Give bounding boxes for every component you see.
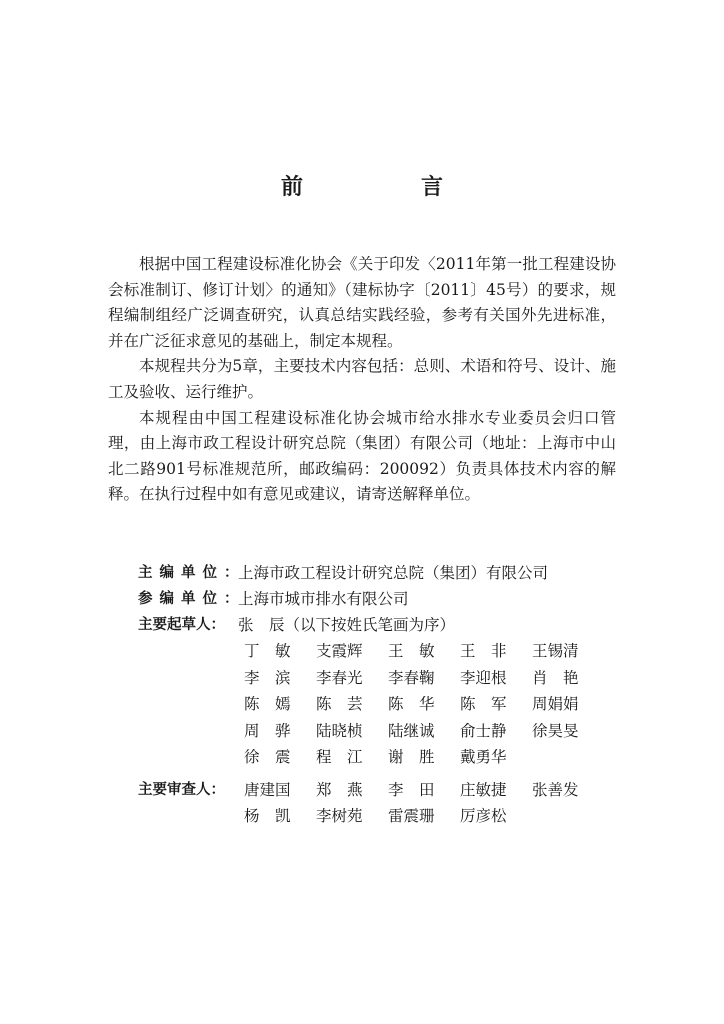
drafter-name: 王 非 [460,642,507,660]
drafter-name: 陈 军 [460,695,507,713]
drafters-row-2 [244,665,618,692]
chief-unit-value: 上海市政工程设计研究总院（集团）有限公司 [238,564,549,582]
paragraph-1: 根据中国工程建设标准化协会《关于印发〈2011年第一批工程建设协会标准制订、修订计划〉的通知》（建标协字〔2011〕45号）的要求，规程编制组经广泛调查研究，认真总结实践经验，参考有关国外先进标准，并在广泛征求意见的基础上，制定本规程。 [108,255,616,350]
drafter-name: 周娟娟 [532,695,579,713]
drafter-name: 李春光 [316,668,363,687]
reviewer-name: 郑 燕 [316,780,363,799]
reviewers-row-1 [138,777,618,804]
reviewer-name: 唐建国 [244,780,291,799]
drafters-first: 张 辰（以下按姓氏笔画为序） [238,616,456,634]
participating-unit-row [138,586,618,612]
preface-body [108,252,616,508]
drafter-name: 陆晓桢 [316,721,363,740]
chief-unit-label: 主编单位： [138,565,246,581]
participating-unit-label: 参编单位： [138,591,246,607]
drafters-row-1 [244,638,618,665]
page-title: 前 言 [280,175,491,200]
drafters-row-5 [244,744,618,771]
reviewers-row-2 [244,803,618,830]
drafter-name: 徐 震 [244,748,291,766]
participating-unit-value: 上海市城市排水有限公司 [238,590,409,608]
reviewer-name: 李 田 [388,780,435,799]
paragraph-2: 本规程共分为5章，主要技术内容包括：总则、术语和符号、设计、施工及验收、运行维护。 [108,357,616,401]
reviewer-name: 张善发 [532,780,579,799]
reviewer-name: 庄敏捷 [460,780,507,799]
reviewer-name: 杨 凯 [244,807,291,825]
reviewers-list [244,803,618,830]
drafter-name: 戴勇华 [460,748,507,766]
drafters-label: 主要起草人： [138,617,225,633]
credits-block [138,560,618,830]
drafter-name: 俞士静 [460,721,507,740]
drafter-name: 程 江 [316,748,363,766]
paragraph-3: 本规程由中国工程建设标准化协会城市给水排水专业委员会归口管理，由上海市政工程设计研究总院（集团）有限公司（地址：上海市中山北二路901号标准规范所，邮政编码：200092）负责具体技术内容的解释。在执行过程中如有意见或建议，请寄送解释单位。 [108,408,616,504]
drafter-name: 肖 艳 [532,668,579,687]
drafter-name: 李 滨 [244,668,291,687]
drafter-name: 陈 芸 [316,695,363,713]
drafter-name: 徐昊旻 [532,721,579,740]
reviewer-name: 厉彦松 [460,807,507,825]
drafter-name: 李迎根 [460,668,507,687]
drafter-name: 陈 嫣 [244,695,291,713]
reviewers-label: 主要审查人： [138,781,225,798]
reviewer-name: 李树苑 [316,807,363,825]
drafter-name: 谢 胜 [388,748,435,766]
drafters-row-4 [244,718,618,745]
drafter-name: 陆继诚 [388,721,435,740]
drafters-list [244,638,618,771]
drafters-row-3 [244,691,618,718]
drafters-row [138,612,618,638]
drafter-name: 王 敏 [388,642,435,660]
drafter-name: 李春鞠 [388,668,435,687]
drafter-name: 陈 华 [388,695,435,713]
drafter-name: 丁 敏 [244,642,291,660]
reviewer-name: 雷震珊 [388,807,435,825]
drafter-name: 周 骅 [244,721,291,740]
drafter-name: 王锡清 [532,642,579,660]
drafter-name: 支霞辉 [316,642,363,660]
chief-unit-row [138,560,618,586]
